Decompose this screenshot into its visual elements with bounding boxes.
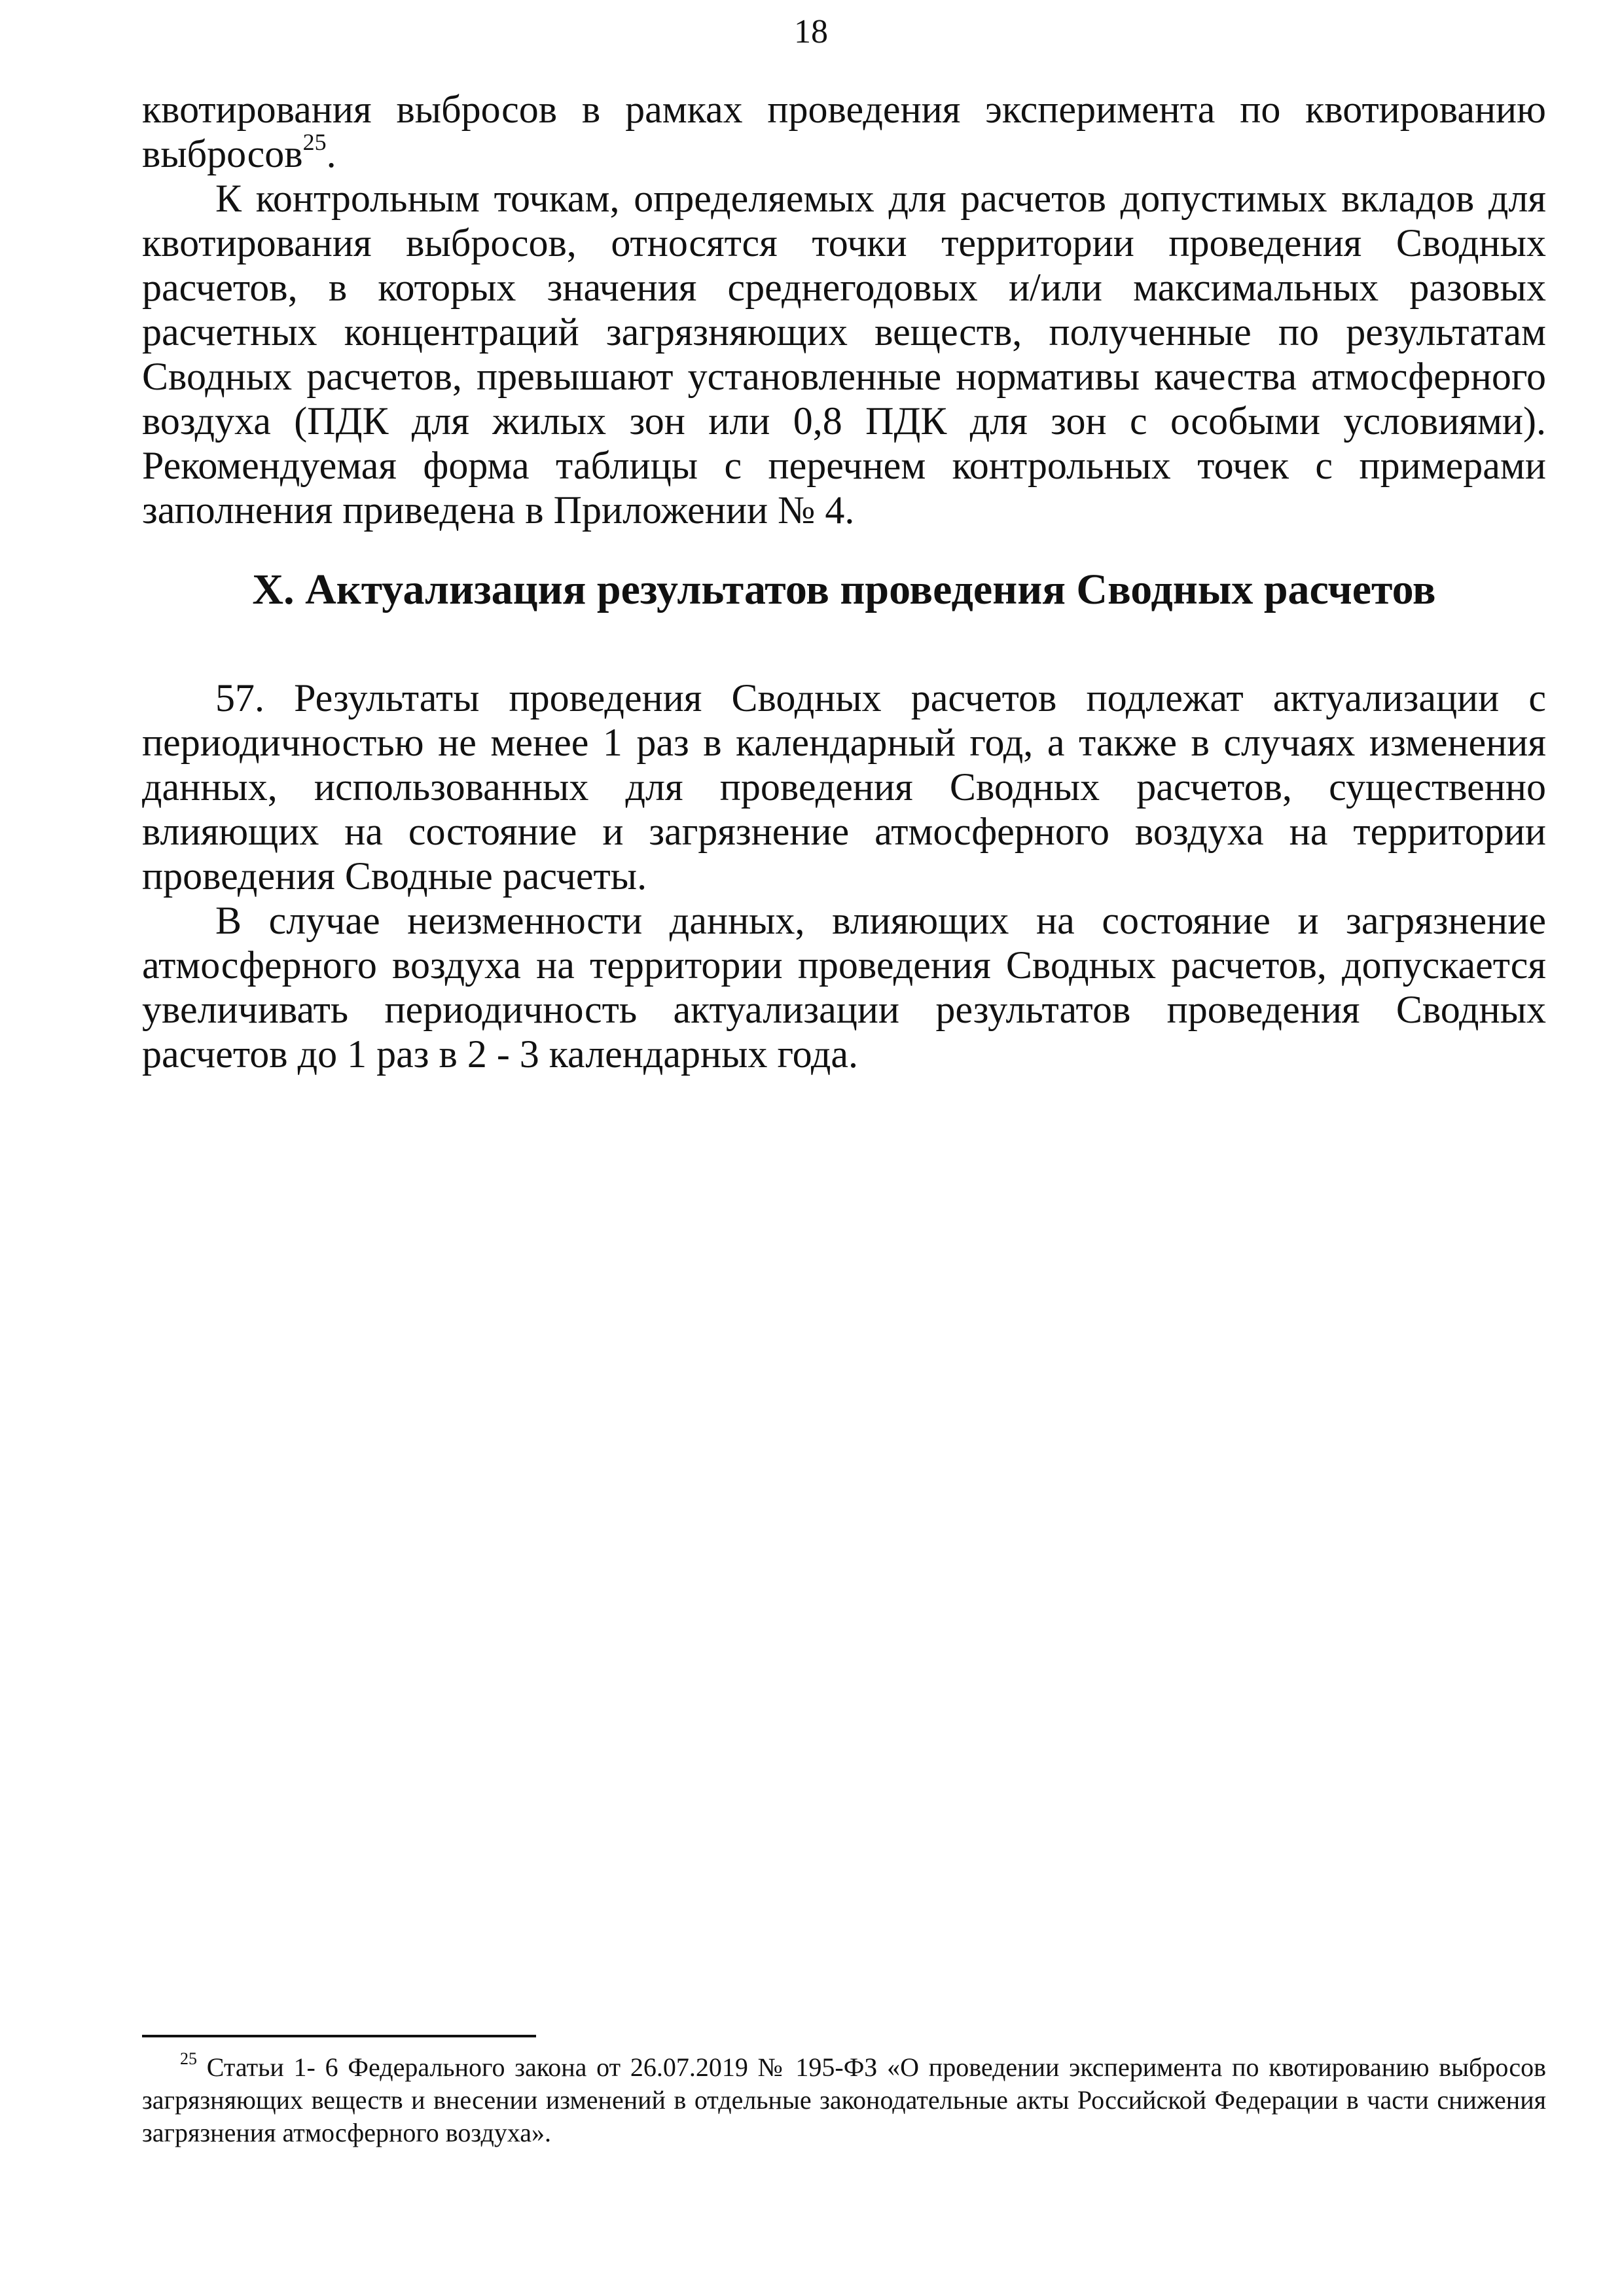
footnote-text: Статьи 1- 6 Федерального закона от 26.07.2019 № 195-ФЗ «О проведении эксперимента по квотированию выбросов загрязняющих веществ и внесении изменений в отдельные законодательные акты Российской Федерации в части снижения загрязнения атмосферного воздуха».: [142, 2052, 1547, 2147]
paragraph-control-points: К контрольным точкам, определяемых для расчетов допустимых вкладов для квотирования выбросов, относятся точки территории проведения Сводных расчетов, в которых значения среднегодовых и/или максимальных разовых расчетных концентраций загрязняющих веществ, полученные по результатам Сводных расчетов, превышают установленные нормативы качества атмосферного воздуха (ПДК для жилых зон или 0,8 ПДК для зон с особыми условиями). Рекомендуемая форма таблицы с перечнем контрольных точек с примерами заполнения приведена в Приложении № 4.: [142, 177, 1546, 532]
footnote-reference: 25: [302, 129, 327, 155]
section-heading: X. Актуализация результатов проведения Сводных расчетов: [252, 566, 1436, 613]
paragraph-57: 57. Результаты проведения Сводных расчетов подлежат актуализации с периодичностью не менее 1 раз в календарный год, а также в случаях изменения данных, использованных для проведения Сводных расчетов, существенно влияющих на состояние и загрязнение атмосферного воздуха на территории проведения Сводные расчеты.: [142, 676, 1546, 898]
body-block-top: [142, 87, 1546, 532]
footnote-separator: [142, 2035, 536, 2037]
paragraph-text: квотирования выбросов в рамках проведения эксперимента по квотированию выбросов: [142, 88, 1546, 175]
page-number: 18: [794, 13, 828, 50]
paragraph-unchanged-data: В случае неизменности данных, влияющих на состояние и загрязнение атмосферного воздуха на территории проведения Сводных расчетов, допускается увеличивать периодичность актуализации результатов проведения Сводных расчетов до 1 раз в 2 - 3 календарных года.: [142, 899, 1546, 1076]
footnote: [142, 2051, 1546, 2149]
body-block-bottom: [142, 676, 1546, 1076]
footnote-marker: 25: [180, 2049, 197, 2068]
paragraph-continuation: [142, 87, 1546, 176]
paragraph-end-punctuation: .: [326, 132, 336, 175]
